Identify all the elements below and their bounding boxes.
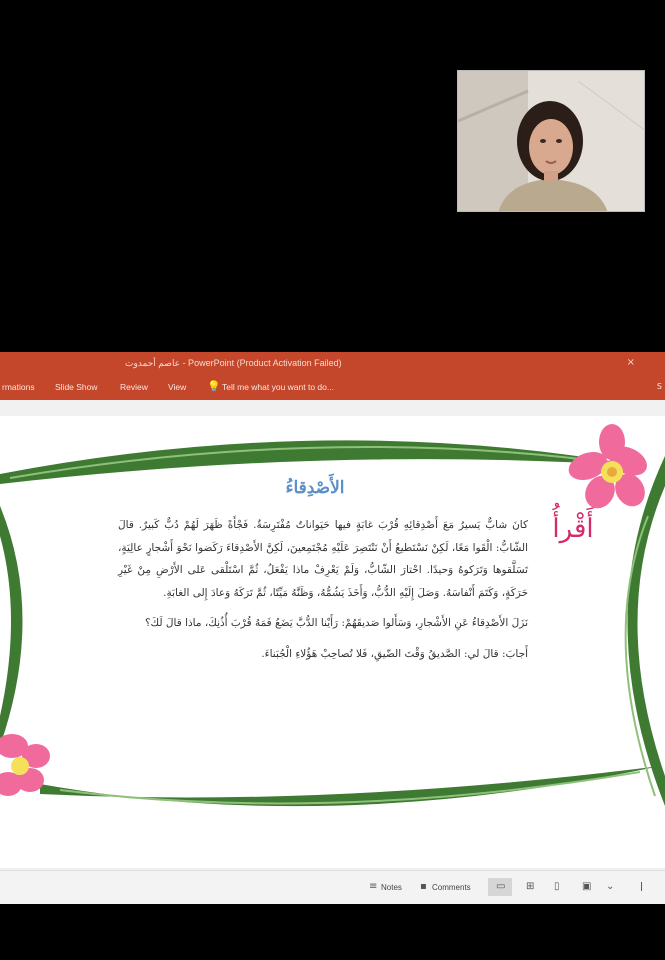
close-icon[interactable]: × [626, 357, 635, 368]
tab-review[interactable]: Review [120, 382, 148, 392]
story-text [118, 514, 528, 673]
lightbulb-icon[interactable]: 💡 [207, 380, 221, 393]
notes-icon: ≡ [369, 881, 378, 892]
tab-animations[interactable]: rmations [2, 382, 35, 392]
comments-button[interactable]: Comments [432, 883, 471, 892]
ribbon-tabs [0, 376, 665, 400]
notes-button[interactable]: Notes [381, 883, 402, 892]
story-paragraph-1: كانَ شابٌّ يَسيرُ مَعَ أَصْدِقائِهِ قُرْبَ غابَةٍ فيها حَيَواناتٌ مُفْتَرِسَةٌ. فَجْأَةً ظَهَرَ لَهُمْ دُبٌّ كَبيرٌ. قالَ الشّابُّ: الْقَوا مَعًا، لَكِنْ نَسْتَطيعُ أَنْ نَنْتَصِرَ عَلَيْهِ مُجْتَمِعينَ، لَكِنَّ الأَصْدِقاءَ رَكَضوا نَحْوَ أَشْجارٍ عالِيَةٍ، تَسَلَّقوها وَتَرَكوهُ وَحيدًا. احْتارَ الشّابُّ، وَلَمْ يَعْرِفْ ماذا يَفْعَلُ، ثُمَّ اسْتَلْقى عَلى الأَرْضِ مِنْ غَيْرِ حَرَكَةٍ، وَكَتَمَ أَنْفاسَهُ. وَصَلَ إِلَيْهِ الدُّبُّ، وَأَخَذَ يَشُمُّهُ، وَظَنَّهُ مَيِّتًا، ثُمَّ تَرَكَهُ وَعادَ إِلى الغابَةِ. [118, 519, 528, 599]
comments-icon: ▪ [420, 881, 427, 892]
slide-title: الأَصْدِقاءُ [285, 478, 345, 498]
chevron-down-icon[interactable]: ⌄ [606, 881, 615, 892]
story-paragraph-3: أَجابَ: قالَ لي: الصَّديقُ وَقْتَ الضّيقِ، فَلا تُصاحِبْ هَؤُلاءِ الْجُبَناءَ. [261, 647, 528, 660]
webcam-video [457, 70, 645, 212]
tab-slide-show[interactable]: Slide Show [55, 382, 98, 392]
window-title: عاصم أحمدوت - PowerPoint (Product Activation Failed) [125, 358, 342, 368]
slideshow-icon[interactable]: ▣ [582, 881, 592, 892]
slide-sorter-icon[interactable]: ⊞ [526, 881, 535, 892]
bottom-frame [0, 904, 665, 960]
tell-me-search[interactable]: Tell me what you want to do... [222, 382, 334, 392]
zoom-slider-icon[interactable]: ǀ [640, 881, 643, 892]
slide-canvas [0, 400, 665, 870]
title-bar [0, 352, 665, 376]
read-label: أَقْرأُ [552, 514, 594, 544]
slide[interactable] [0, 416, 665, 868]
reading-view-icon[interactable]: ▯ [554, 881, 560, 892]
tab-share[interactable]: S [656, 382, 662, 391]
flower-decoration-top-right [565, 424, 652, 514]
story-paragraph-2: نَزَلَ الأَصْدِقاءُ عَنِ الأَشْجارِ، وَسَأَلوا صَديقَهُمْ: رَأَيْنا الدُّبَّ يَضَعُ فَمَهُ قُرْبَ أُذُنِكَ، ماذا قالَ لَكَ؟ [144, 617, 528, 629]
normal-view-icon: ▭ [496, 881, 506, 892]
tab-view[interactable]: View [168, 382, 187, 392]
status-bar [0, 870, 665, 904]
